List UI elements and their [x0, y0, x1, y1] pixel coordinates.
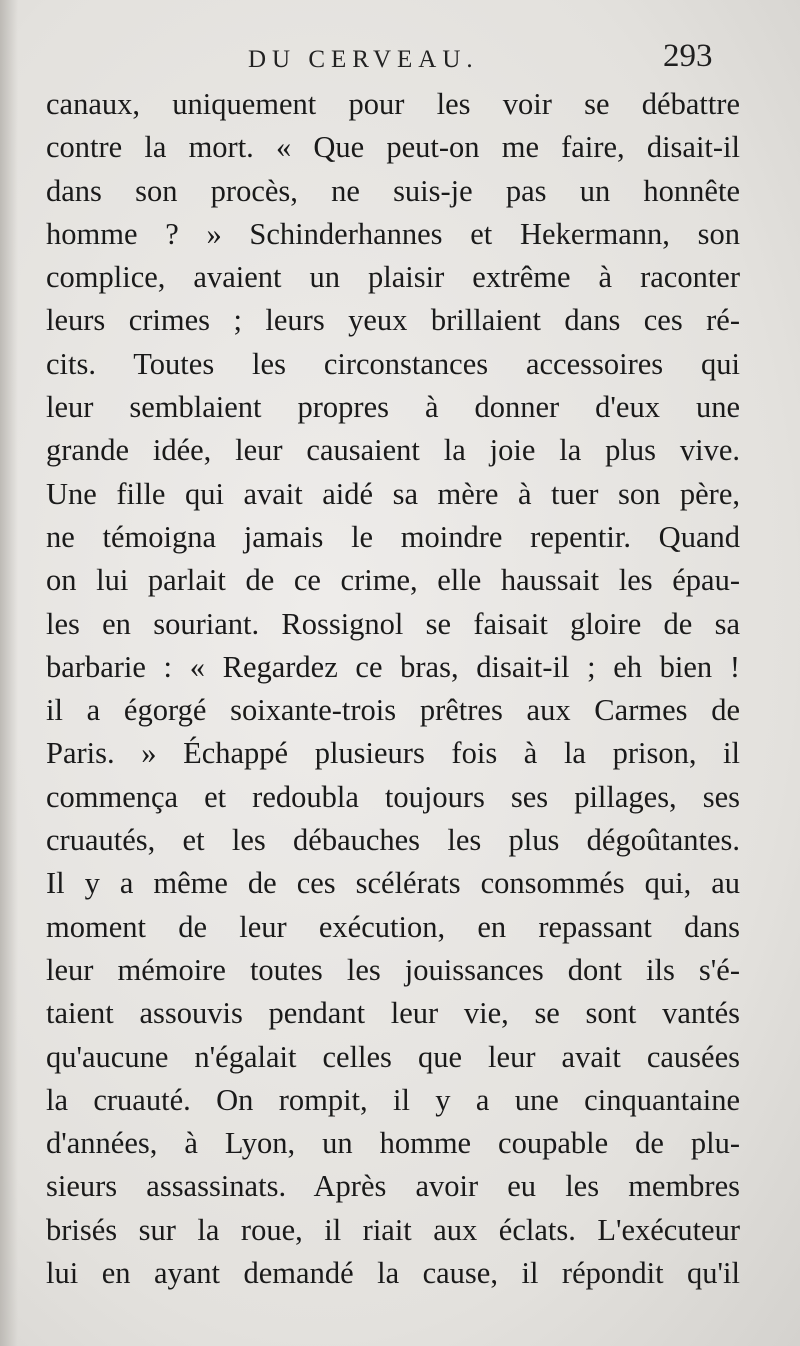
- text-line: commença et redoubla toujours ses pillages, ses: [46, 779, 740, 814]
- running-header: [0, 38, 800, 88]
- text-line: on lui parlait de ce crime, elle haussait les épau-: [46, 563, 740, 598]
- text-line: leurs crimes ; leurs yeux brillaient dans ces ré-: [46, 303, 740, 338]
- page-number: 293: [663, 38, 713, 74]
- body-text: [46, 83, 740, 1295]
- text-line: Paris. » Échappé plusieurs fois à la prison, il: [46, 736, 740, 771]
- text-line: lui en ayant demandé la cause, il répondit qu'il: [46, 1256, 740, 1291]
- text-line: ne témoigna jamais le moindre repentir. Quand: [46, 519, 740, 554]
- text-line: d'années, à Lyon, un homme coupable de plu-: [46, 1126, 740, 1161]
- text-line: barbarie : « Regardez ce bras, disait-il ; eh bien !: [46, 649, 740, 684]
- text-line: il a égorgé soixante-trois prêtres aux Carmes de: [46, 693, 740, 728]
- text-line: homme ? » Schinderhannes et Hekermann, son: [46, 216, 740, 251]
- text-line: complice, avaient un plaisir extrême à raconter: [46, 260, 740, 295]
- text-line: leur semblaient propres à donner d'eux une: [46, 390, 740, 425]
- text-line: contre la mort. « Que peut-on me faire, disait-il: [46, 130, 740, 165]
- text-line: la cruauté. On rompit, il y a une cinquantaine: [46, 1082, 740, 1117]
- text-line: cruautés, et les débauches les plus dégoûtantes.: [46, 823, 740, 858]
- text-line: canaux, uniquement pour les voir se débattre: [46, 87, 740, 121]
- text-line: taient assouvis pendant leur vie, se sont vantés: [46, 996, 740, 1031]
- text-line: moment de leur exécution, en repassant dans: [46, 909, 740, 944]
- text-line: brisés sur la roue, il riait aux éclats. L'exécuteur: [46, 1212, 740, 1247]
- text-line: Il y a même de ces scélérats consommés qui, au: [46, 866, 740, 901]
- text-line: dans son procès, ne suis-je pas un honnête: [46, 173, 740, 208]
- text-line: Une fille qui avait aidé sa mère à tuer son père,: [46, 476, 740, 511]
- text-line: sieurs assassinats. Après avoir eu les membres: [46, 1169, 740, 1204]
- text-line: grande idée, leur causaient la joie la plus vive.: [46, 433, 740, 468]
- running-title: DU CERVEAU.: [248, 46, 479, 73]
- text-line: les en souriant. Rossignol se faisait gloire de sa: [46, 606, 740, 641]
- text-line: cits. Toutes les circonstances accessoires qui: [46, 346, 740, 381]
- text-line: qu'aucune n'égalait celles que leur avait causées: [46, 1039, 740, 1074]
- text-line: leur mémoire toutes les jouissances dont ils s'é-: [46, 952, 740, 987]
